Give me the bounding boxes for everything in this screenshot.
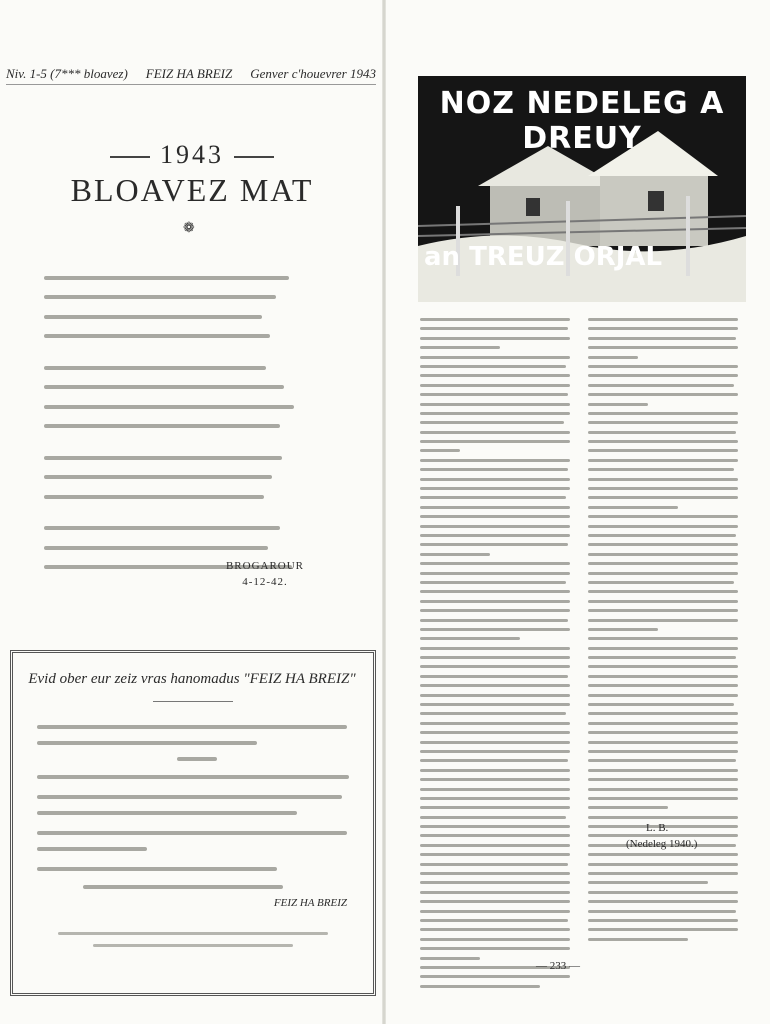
- unreadable-text-line: [420, 722, 570, 725]
- unreadable-text-line: [420, 947, 570, 950]
- unreadable-text-line: [44, 378, 344, 398]
- banner-subtitle: an TREUZ ORJAL: [424, 242, 663, 272]
- unreadable-text-line: [588, 891, 738, 894]
- unreadable-text-line: [44, 487, 344, 507]
- unreadable-text-line: [588, 365, 738, 368]
- unreadable-text-line: [420, 853, 570, 856]
- unreadable-text-line: [44, 358, 344, 378]
- unreadable-text-line: [420, 647, 570, 650]
- unreadable-text-line: [420, 506, 570, 509]
- unreadable-text-line: [588, 788, 738, 791]
- unreadable-text-line: [37, 831, 347, 835]
- unreadable-text-line: [588, 459, 738, 462]
- unreadable-text-line: [588, 881, 708, 884]
- unreadable-text-line: [420, 703, 570, 706]
- unreadable-text-line: [420, 684, 570, 687]
- unreadable-text-line: [588, 506, 678, 509]
- unreadable-text-line: [37, 811, 297, 815]
- unreadable-text-line: [588, 609, 738, 612]
- unreadable-text-line: [420, 619, 568, 622]
- unreadable-text-line: [420, 365, 566, 368]
- header-date: Genver c'houevrer 1943: [250, 66, 376, 81]
- unreadable-text-line: [588, 665, 738, 668]
- page-number: — 233 —: [536, 960, 580, 972]
- unreadable-text-line: [420, 628, 570, 631]
- unreadable-text-line: [420, 487, 570, 490]
- unreadable-text-line: [420, 459, 570, 462]
- unreadable-text-line: [588, 656, 736, 659]
- poem-stanza: [44, 268, 344, 346]
- unreadable-text-line: [420, 572, 570, 575]
- unreadable-text-line: [588, 703, 734, 706]
- unreadable-text-line: [588, 619, 738, 622]
- unreadable-text-line: [420, 374, 570, 377]
- unreadable-text-line: [420, 337, 570, 340]
- unreadable-text-line: [420, 346, 500, 349]
- left-page: [0, 0, 384, 1024]
- poem-date: 4-12-42.: [242, 576, 288, 588]
- unreadable-text-line: [420, 985, 540, 988]
- unreadable-text-line: [588, 543, 738, 546]
- unreadable-text-line: [420, 581, 566, 584]
- header-journal: FEIZ HA BREIZ: [145, 66, 233, 81]
- header-issue: Niv. 1-5 (7*** bloavez): [6, 66, 128, 81]
- unreadable-text-line: [37, 867, 277, 871]
- unreadable-text-line: [420, 863, 568, 866]
- unreadable-text-line: [44, 448, 344, 468]
- unreadable-text-line: [420, 919, 568, 922]
- unreadable-text-line: [44, 288, 344, 308]
- unreadable-text-line: [588, 337, 736, 340]
- unreadable-text-line: [420, 928, 570, 931]
- unreadable-text-line: [420, 656, 570, 659]
- unreadable-text-line: [588, 468, 734, 471]
- unreadable-text-line: [420, 750, 570, 753]
- page-title: BLOAVEZ MAT: [70, 172, 314, 208]
- notice-box: [10, 650, 376, 996]
- unreadable-text-line: [588, 769, 738, 772]
- unreadable-text-line: [588, 515, 738, 518]
- unreadable-text-line: [44, 538, 344, 558]
- article-column-1: [420, 318, 570, 994]
- unreadable-text-line: [44, 307, 344, 327]
- unreadable-text-line: [588, 637, 738, 640]
- unreadable-text-line: [420, 769, 570, 772]
- unreadable-text-line: [588, 525, 738, 528]
- divider: [153, 701, 233, 702]
- unreadable-text-line: [420, 900, 570, 903]
- unreadable-text-line: [420, 318, 570, 321]
- unreadable-text-line: [420, 412, 570, 415]
- unreadable-text-line: [588, 590, 738, 593]
- unreadable-text-line: [420, 825, 570, 828]
- unreadable-text-line: [420, 910, 570, 913]
- unreadable-text-line: [588, 722, 738, 725]
- unreadable-text-line: [44, 268, 344, 288]
- unreadable-text-line: [44, 468, 344, 488]
- unreadable-text-line: [588, 496, 738, 499]
- unreadable-text-line: [420, 741, 570, 744]
- unreadable-text-line: [37, 775, 349, 779]
- unreadable-text-line: [588, 449, 738, 452]
- unreadable-text-line: [420, 938, 570, 941]
- running-header: [6, 66, 376, 85]
- author-initials: L. B.: [646, 822, 669, 834]
- unreadable-text-line: [420, 797, 570, 800]
- unreadable-text-line: [588, 684, 738, 687]
- unreadable-text-line: [588, 647, 738, 650]
- unreadable-text-line: [44, 519, 344, 539]
- unreadable-text-line: [588, 562, 738, 565]
- banner-illustration: [418, 76, 746, 302]
- unreadable-text-line: [420, 525, 570, 528]
- unreadable-text-line: [420, 609, 570, 612]
- unreadable-text-line: [420, 665, 570, 668]
- unreadable-text-line: [420, 806, 570, 809]
- unreadable-text-line: [420, 534, 570, 537]
- unreadable-text-line: [420, 403, 570, 406]
- unreadable-text-line: [44, 417, 344, 437]
- unreadable-text-line: [420, 872, 570, 875]
- unreadable-text-line: [588, 750, 738, 753]
- article-signature: [646, 822, 668, 834]
- unreadable-text-line: [420, 712, 566, 715]
- unreadable-text-line: [420, 600, 570, 603]
- unreadable-text-line: [44, 397, 344, 417]
- unreadable-text-line: [420, 393, 568, 396]
- unreadable-text-line: [37, 795, 342, 799]
- unreadable-text-line: [420, 496, 566, 499]
- unreadable-text-line: [588, 384, 734, 387]
- unreadable-text-line: [588, 938, 688, 941]
- unreadable-text-line: [37, 847, 147, 851]
- year-heading: 1943: [0, 140, 384, 170]
- unreadable-text-line: [588, 600, 738, 603]
- unreadable-text-line: [588, 421, 738, 424]
- unreadable-text-line: [588, 919, 738, 922]
- unreadable-text-line: [588, 853, 738, 856]
- unreadable-text-line: [588, 356, 638, 359]
- unreadable-text-line: [420, 816, 566, 819]
- unreadable-text-line: [588, 628, 658, 631]
- poem-stanza: [44, 448, 344, 507]
- unreadable-text-line: [420, 694, 570, 697]
- unreadable-text-line: [420, 731, 570, 734]
- unreadable-text-line: [420, 778, 570, 781]
- unreadable-text-line: [588, 806, 668, 809]
- unreadable-text-line: [44, 327, 344, 347]
- unreadable-text-line: [588, 694, 738, 697]
- unreadable-text-line: [588, 759, 736, 762]
- unreadable-text-line: [588, 778, 738, 781]
- unreadable-text-line: [588, 863, 738, 866]
- unreadable-text-line: [588, 731, 738, 734]
- unreadable-text-line: [588, 910, 736, 913]
- unreadable-text-line: [420, 590, 570, 593]
- unreadable-text-line: [420, 881, 570, 884]
- unreadable-text-line: [588, 403, 648, 406]
- unreadable-text-line: [588, 318, 738, 321]
- notice-signature: FEIZ HA BREIZ: [273, 897, 347, 909]
- unreadable-text-line: [420, 356, 570, 359]
- unreadable-text-line: [420, 449, 460, 452]
- unreadable-text-line: [588, 327, 738, 330]
- unreadable-text-line: [420, 844, 570, 847]
- unreadable-text-line: [588, 478, 738, 481]
- unreadable-text-line: [588, 553, 738, 556]
- unreadable-text-line: [588, 675, 738, 678]
- unreadable-text-line: [588, 572, 738, 575]
- unreadable-text-line: [37, 741, 257, 745]
- unreadable-text-line: [588, 741, 738, 744]
- article-column-2: [588, 318, 738, 947]
- unreadable-text-line: [588, 393, 738, 396]
- unreadable-text-line: [420, 834, 570, 837]
- unreadable-text-line: [420, 759, 568, 762]
- unreadable-text-line: [588, 581, 734, 584]
- page-gutter: [382, 0, 386, 1024]
- unreadable-text-line: [588, 872, 738, 875]
- unreadable-text-line: [420, 421, 564, 424]
- unreadable-text-line: [420, 478, 570, 481]
- unreadable-text-line: [420, 675, 568, 678]
- unreadable-text-line: [420, 957, 480, 960]
- unreadable-text-line: [420, 891, 570, 894]
- banner-title: NOZ NEDELEG A DREUY: [439, 86, 725, 156]
- poem-stanza: [44, 358, 344, 436]
- poem: [44, 268, 344, 589]
- unreadable-text-line: [588, 440, 738, 443]
- unreadable-text-line: [83, 885, 283, 889]
- unreadable-text-line: [588, 346, 738, 349]
- unreadable-text-line: [588, 900, 738, 903]
- unreadable-text-line: [420, 637, 520, 640]
- unreadable-text-line: [420, 440, 570, 443]
- poem-signature: [210, 558, 320, 590]
- unreadable-text-line: [588, 431, 736, 434]
- unreadable-text-line: [420, 468, 568, 471]
- publisher-address: [53, 923, 333, 963]
- unreadable-text-line: [420, 515, 570, 518]
- unreadable-text-line: [588, 412, 738, 415]
- unreadable-text-line: [420, 543, 568, 546]
- right-page: [388, 0, 770, 1024]
- unreadable-text-line: [420, 384, 570, 387]
- unreadable-text-line: [588, 374, 738, 377]
- unreadable-text-line: [588, 712, 738, 715]
- unreadable-text-line: [37, 725, 347, 729]
- unreadable-text-line: [588, 816, 738, 819]
- notice-title: Evid ober eur zeiz vras hanomadus "FEIZ HA BREIZ": [28, 671, 356, 687]
- unreadable-text-line: [420, 788, 570, 791]
- unreadable-text-line: [420, 553, 490, 556]
- poem-author: BROGAROUR: [225, 560, 305, 572]
- unreadable-text-line: [588, 534, 736, 537]
- unreadable-text-line: [420, 431, 570, 434]
- unreadable-text-line: [420, 562, 570, 565]
- ornament-icon: ❁: [183, 221, 195, 236]
- unreadable-text-line: [420, 327, 568, 330]
- unreadable-text-line: [588, 487, 738, 490]
- unreadable-text-line: [177, 757, 217, 761]
- unreadable-text-line: [420, 975, 570, 978]
- unreadable-text-line: [588, 797, 738, 800]
- unreadable-text-line: [588, 928, 738, 931]
- article-date: (Nedeleg 1940.): [626, 838, 698, 850]
